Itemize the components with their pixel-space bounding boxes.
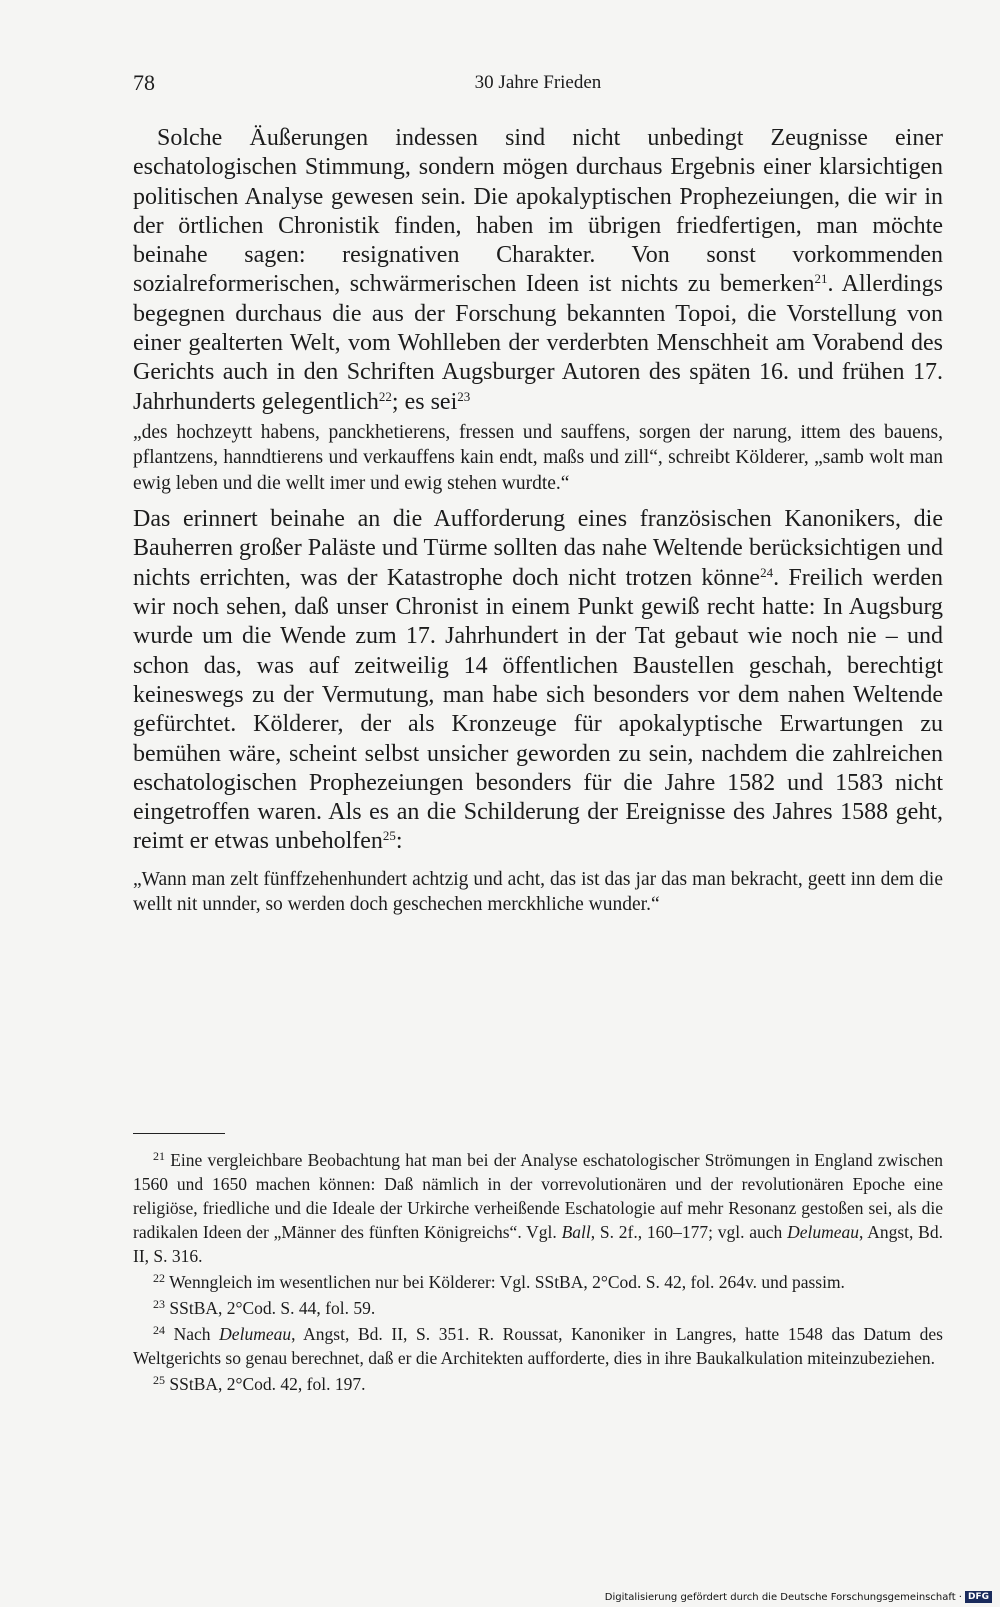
footnote-23: $^{23}$ SStBA, 2°Cod. S. 44, fol. 59. xyxy=(153,1297,376,1318)
footnote-22: $^{22}$ Wenngleich im wesentlichen nur bei Kölderer: Vgl. SStBA, 2°Cod. S. 42, fol. 264v. und passim. xyxy=(153,1271,845,1292)
footnote-ref-22: 22 xyxy=(378,388,392,404)
footnote-ref-23: 23 xyxy=(457,388,471,404)
footnote-24: $^{24}$ Nach Delumeau, Angst, Bd. II, S. 351. R. Roussat, Kanoniker in Langres, hatte 1548 das Datum des Weltgerichts so genau berechnet, daß er die Architekten aufforderte, dies in ihre Baukalkulation miteinzubeziehen. xyxy=(133,1323,943,1368)
paragraph-2: Das erinnert beinahe an die Aufforderung eines französischen Kanonikers, die Bauherren großer Paläste und Türme sollten das nahe Weltende berücksichtigen und nichts errichten, was der Katastrophe doch nicht trotzen könne$^{24}$. Freilich werden wir noch sehen, daß unser Chronist in einem Punkt gewiß recht hatte: In Augsburg wurde um die Wende zum 17. Jahrhundert in der Tat gebaut wie noch nie – und schon das, was auf zeitweilig 14 öffentlichen Baustellen geschah, berechtigt keineswegs zu der Vermutung, man habe sich besonders vor dem nahen Weltende gefürchtet. Kölderer, der als Kronzeuge für apokalyptische Erwartungen zu bemühen wäre, scheint selbst unsicher geworden zu sein, nachdem die zahlreichen eschatologischen Prophezeiungen besonders für die Jahre 1582 und 1583 nicht eingetroffen waren. Als es an die Schilderung der Ereignisse des Jahres 1588 geht, reimt er etwas unbeholfen$^{25}$: xyxy=(133,506,943,855)
footnote-21: $^{21}$ Eine vergleichbare Beobachtung hat man bei der Analyse eschatologischer Strömungen in England zwischen 1560 und 1650 machen können: Daß nämlich in der vorrevolutionären und der revolutionären Epoche eine religiöse, friedliche und die Ideale der Urkirche verheißende Eschatologie auf mehr Resonanz gestoßen sei, als die radikalen Ideen der „Männer des fünften Königreichs“. Vgl. Ball, S. 2f., 160–177; vgl. auch Delumeau, Angst, Bd. II, S. 316. xyxy=(133,1149,944,1266)
dfg-logo: DFG xyxy=(965,1591,992,1603)
paragraph-1: Solche Äußerungen indessen sind nicht unbedingt Zeugnisse einer eschatologischen Stimmung, sondern mögen durchaus Ergebnis einer klarsichtigen politischen Analyse gewesen sein. Die apokalyptischen Prophezeiungen, die wir in der örtlichen Chronistik finden, haben im übrigen friedfertigen, man möchte beinahe sagen: resignativen Charakter. Von sonst vorkommenden sozialreformerischen, schwärmerischen Ideen ist nichts zu bemerken$^{21}$. Allerdings begegnen durchaus die aus der Forschung bekannten Topoi, die Vorstellung von einer gealterten Welt, vom Wohlleben der verderbten Menschheit am Vorabend des Gerichts auch in den Schriften Augsburger Autoren des späten 16. und frühen 17. Jahrhunderts gelegentlich$^{22}$; es sei$^{23}$ xyxy=(133,125,943,415)
footnote-25: $^{25}$ SStBA, 2°Cod. 42, fol. 197. xyxy=(153,1373,366,1394)
footnote-separator xyxy=(133,1133,225,1134)
running-title: 30 Jahre Frieden xyxy=(474,72,602,93)
block-quote-1: „des hochzeytt habens, panckhetierens, fressen und sauffens, sorgen der narung, ittem des bauens, pflantzens, hanndtierens und verkauffens kain endt, maßs und zill“, schreibt Kölderer, „samb wolt man ewig leben und die wellt imer und ewig stehen wurdte.“ xyxy=(133,421,943,494)
credit-text: Digitalisierung gefördert durch die Deutsche Forschungsgemeinschaft · xyxy=(604,1591,962,1603)
main-text xyxy=(133,124,943,927)
footnote-ref-25: 25 xyxy=(382,828,396,844)
page-header xyxy=(133,70,943,100)
footnotes xyxy=(133,1148,943,1398)
footnote-ref-24: 24 xyxy=(760,564,774,580)
page-number: 78 xyxy=(133,70,155,95)
block-quote-2: „Wann man zelt fünffzehenhundert achtzig und acht, das ist das jar das man bekracht, geett inn dem die wellt nit unnder, so werden doch geschechen merckhliche wunder.“ xyxy=(133,868,943,916)
digitization-credit xyxy=(605,1591,992,1603)
footnote-ref-21: 21 xyxy=(814,271,828,287)
